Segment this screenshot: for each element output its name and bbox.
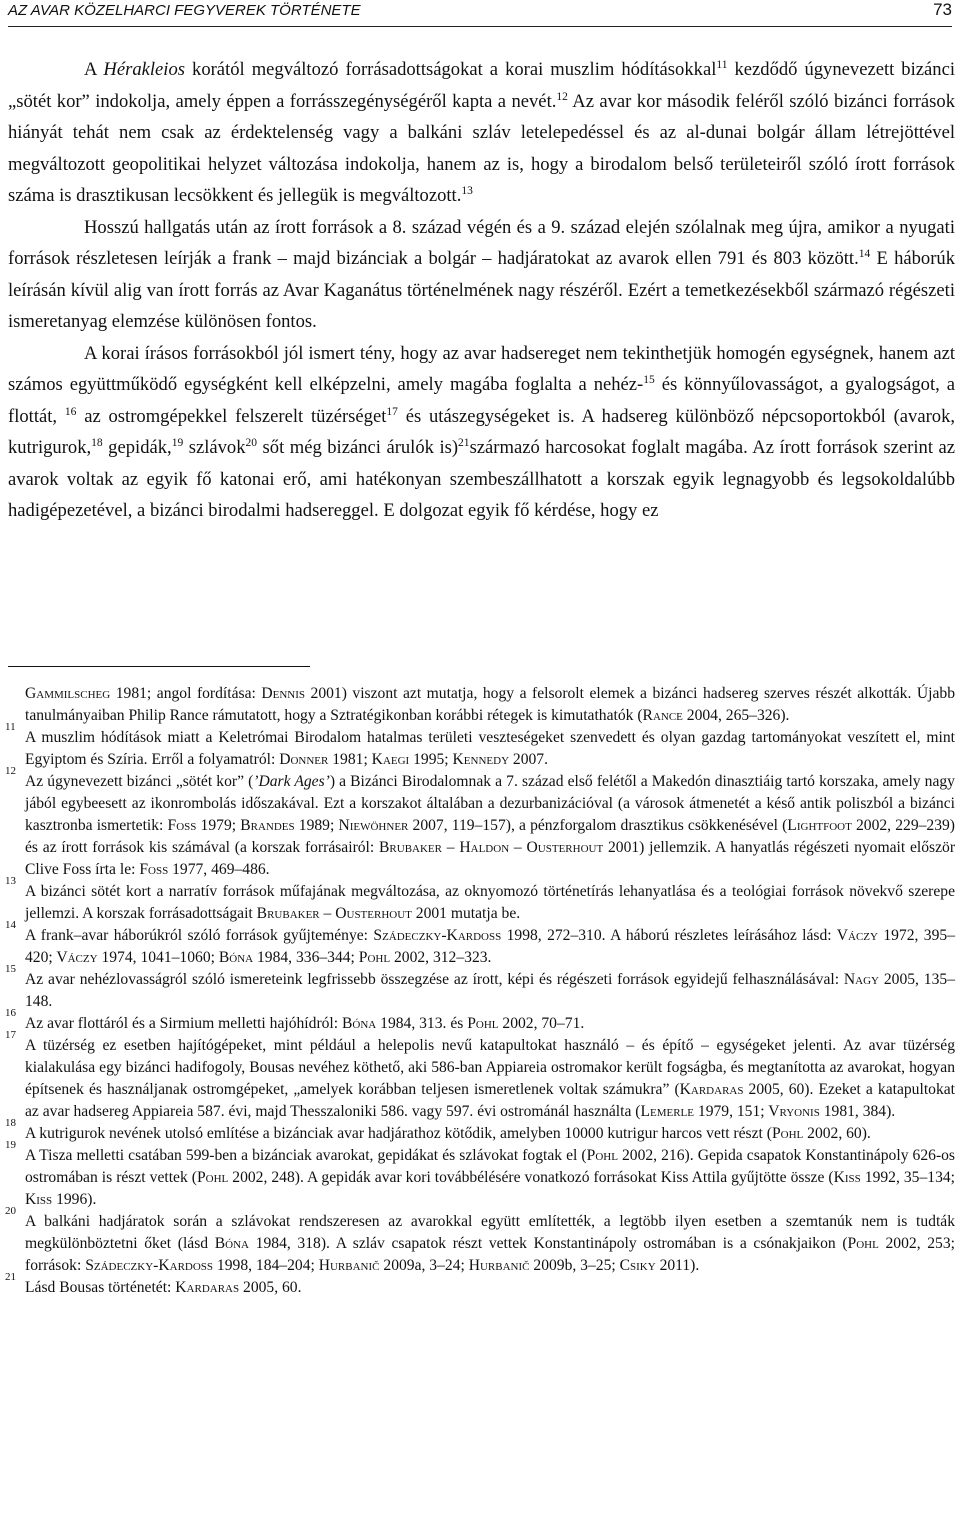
footnote-number: 17 — [5, 1029, 16, 1041]
footnote-number: 19 — [5, 1139, 16, 1151]
body-text — [8, 54, 955, 527]
footnote-text: Az avar flottáról és a Sirmium melletti hajóhídról: Bóna 1984, 313. és Pohl 2002, 70–71. — [25, 1015, 585, 1032]
footnote — [5, 1271, 955, 1299]
footnote-number: 18 — [5, 1117, 16, 1129]
footnote-number: 16 — [5, 1007, 16, 1019]
footnote-number: 15 — [5, 963, 16, 975]
page-number: 73 — [933, 0, 952, 19]
body-paragraph: Hosszú hallgatás után az írott források a 8. század végén és a 9. század elején szólalnak meg újra, amikor a nyugati források részletesen leírják a frank – majd bizánciak a bolgár – hadjáratokat az avarok ellen 791 és 803 között.$^{14}$ E háborúk leírásán kívül alig van írott forrás az Avar Kaganátus történelmének nagy részéről. Ezért a temetkezésekből származó régészeti ismeretanyag elemzése különösen fontos. — [8, 216, 955, 332]
body-paragraph: A korai írásos forrásokból jól ismert tény, hogy az avar hadsereget nem tekinthetjük homogén egységnek, hanem azt számos együttműködő egységként kell elképzelni, amely magába foglalta a nehéz-$^{15}$ és könnyűlovasságot, a gyalogságot, a flottát, $^{16}$ az ostromgépekkel felszerelt tüzérséget$^{17}$ és utászegységeket is. A hadsereg különböző népcsoportokból (avarok, kutrigurok,$^{18}$ gepidák,$^{19}$ szlávok$^{20}$ sőt még bizánci árulók is)$^{21}$származó harcosokat foglalt magába. Az írott források szerint az avarok voltak az egyik fő katonai erő, ami hatékonyan szembeszállhatott a korszak egyik legnagyobb és legsokoldalúbb hadigépezetével, a bizánci birodalmi hadsereggel. E dolgozat egyik fő kérdése, hogy ez — [8, 342, 956, 521]
footnote-text: A kutrigurok nevének utolsó említése a bizánciak avar hadjárathoz kötődik, amelyben 10000 kutrigur harcos vett részt (Pohl 2002, 60). — [25, 1125, 871, 1142]
footnote-text: A tüzérség ez esetben hajítógépeket, mint például a helepolis nevű katapultokat használó – és építő – egységeket jelenti. Az avar tüzérség kialakulása egy bizánci hadifogoly, Bousas nevéhez köthető, aki 586-ban Appiareia ostromakor került fogságba, és megtanította az avarokat, hogyan építsenek és használjanak ostromgépeket, „amelyek korábban teljesen ismeretlenek voltak számukra” (Kardaras 2005, 60). Ezeket a katapultokat az avar hadsereg Appiareia 587. évi, majd Thesszaloniki 586. vagy 597. évi ostrománál használta (Lemerle 1979, 151; Vryonis 1981, 384). — [25, 1037, 955, 1120]
footnote-text: Az úgynevezett bizánci „sötét kor” (’Dark Ages’) a Bizánci Birodalomnak a 7. század első felétől a Makedón dinasztiáig tartó korszaka, amely nagy jából egybeesett az ikonrombolás időszakával. Ezt a korszakot általában a dezurbanizációval (a városok átmenetét a késő antik poliszból a bizánci kasztronba ismertetik: Foss 1979; Brandes 1989; Niewöhner 2007, 119–157), a pénzforgalom drasztikus csökkenésével (Lightfoot 2002, 229–239) és az írott források kis számával (a korszak forrásairól: Brubaker – Haldon – Ousterhout 2001) jellemzik. A hanyatlás régészeti nyomait először Clive Foss írta le: Foss 1977, 469–486. — [25, 773, 956, 878]
body-paragraph: A Hérakleios korától megváltozó forrásadottságokat a korai muszlim hódításokkal$^{11}$ kezdődő úgynevezett bizánci „sötét kor” indokolja, amely éppen a forrásszegénységéről kapta a nevét.$^{12}$ Az avar kor második feléről szóló bizánci források hiányát tehát nem csak az érdektelenség vagy a balkáni szláv letelepedéssel és az al-dunai bolgár állam létrejöttével megváltozott geopolitikai helyzet változása indokolja, hanem az is, hogy a birodalom belső területeiről szóló írott források száma is drasztikusan lecsökkent és jellegük is megváltozott.$^{13}$ — [8, 58, 955, 206]
footnote-text: Gammilscheg 1981; angol fordítása: Dennis 2001) viszont azt mutatja, hogy a felsorolt elemek a bizánci hadsereg szerves részét alkották. Újabb tanulmányaiban Philip Rance rámutatott, hogy a Sztratégikonban korábbi rétegek is kimutathatók (Rance 2004, 265–326). — [25, 685, 955, 724]
footnote-text: Az avar nehézlovasságról szóló ismereteink legfrissebb összegzése az írott, képi és régészeti források egyidejű felhasználásával: Nagy 2005, 135–148. — [25, 971, 955, 1010]
footnote-text: A balkáni hadjáratok során a szlávokat rendszeresen az avarokkal együtt említették, a legtöbb ilyen esetben a szemtanúk nem is tudták megkülönböztetni őket (lásd Bóna 1984, 318). A szláv csapatok részt vettek Konstantinápoly ostromában is a csónakjaikon (Pohl 2002, 253; források: Szádeczky-Kardoss 1998, 184–204; Hurbanič 2009a, 3–24; Hurbanič 2009b, 3–25; Csiky 2011). — [25, 1213, 955, 1274]
footnote-text: A muszlim hódítások miatt a Keletrómai Birodalom hatalmas területi veszteségeket szenvedett és olyan gazdag tartományokat veszített el, mint Egyiptom és Szíria. Erről a folyamatról: Donner 1981; Kaegi 1995; Kennedy 2007. — [25, 729, 955, 768]
running-title: AZ AVAR KÖZELHARCI FEGYVEREK TÖRTÉNETE — [8, 2, 361, 19]
footnote-text: A frank–avar háborúkról szóló források gyűjteménye: Szádeczky-Kardoss 1998, 272–310. A háború részletes leírásához lásd: Váczy 1972, 395–420; Váczy 1974, 1041–1060; Bóna 1984, 336–344; Pohl 2002, 312–323. — [25, 927, 955, 966]
footnote-text: A Tisza melletti csatában 599-ben a bizánciak avarokat, gepidákat és szlávokat fogtak el (Pohl 2002, 216). Gepida csapatok Konstantinápoly 626-os ostromában is részt vettek (Pohl 2002, 248). A gepidák avar kori továbbélésére vonatkozó forrásokat Kiss Attila gyűjtötte össze (Kiss 1992, 35–134; Kiss 1996). — [25, 1147, 956, 1208]
footnote — [5, 1139, 956, 1211]
footnote-number: 21 — [5, 1271, 16, 1283]
footnote-number: 20 — [5, 1205, 16, 1217]
footnotes — [5, 683, 956, 1299]
running-header — [8, 0, 952, 27]
footnote-number: 12 — [5, 765, 16, 777]
footnote-number: 13 — [5, 875, 16, 887]
footnote-number: 14 — [5, 919, 16, 931]
footnote-continuation — [8, 683, 955, 727]
footnote-number: 11 — [5, 721, 16, 733]
footnote-separator — [8, 666, 310, 667]
footnote-text: A bizánci sötét kort a narratív források műfajának megváltozása, az oknyomozó történetírás lehanyatlása és a teológiai források növekvő szerepe jellemzi. A korszak forrásadottságait Brubaker – Ousterhout 2001 mutatja be. — [25, 883, 955, 922]
footnote-text: Lásd Bousas történetét: Kardaras 2005, 60. — [25, 1279, 302, 1296]
